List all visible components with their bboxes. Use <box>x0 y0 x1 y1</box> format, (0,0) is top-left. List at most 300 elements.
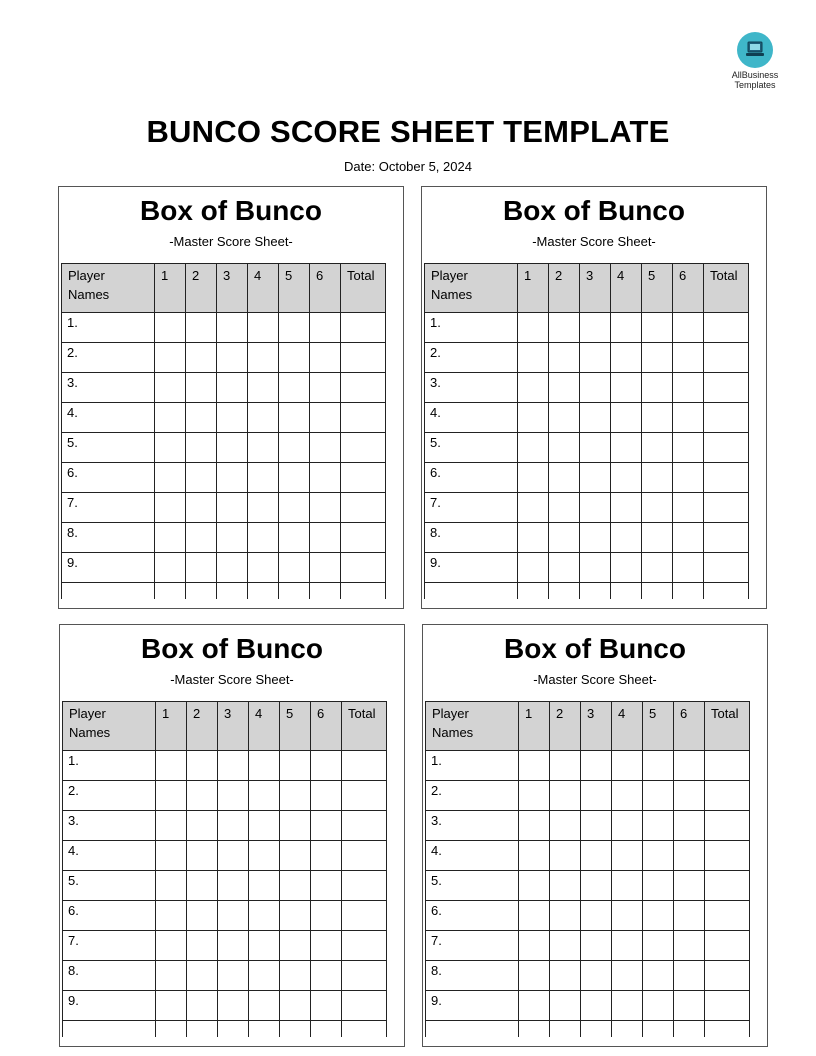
score-cell[interactable] <box>550 991 581 1021</box>
score-cell[interactable] <box>518 583 549 599</box>
score-cell[interactable] <box>249 961 280 991</box>
score-cell[interactable] <box>187 751 218 781</box>
score-cell[interactable] <box>519 961 550 991</box>
total-cell[interactable] <box>704 373 749 403</box>
score-cell[interactable] <box>518 403 549 433</box>
score-cell[interactable] <box>249 901 280 931</box>
score-cell[interactable] <box>217 343 248 373</box>
score-cell[interactable] <box>155 433 186 463</box>
score-cell[interactable] <box>280 811 311 841</box>
score-cell[interactable] <box>341 583 386 599</box>
score-cell[interactable] <box>673 493 704 523</box>
score-cell[interactable] <box>186 493 217 523</box>
score-cell[interactable] <box>519 781 550 811</box>
score-cell[interactable] <box>518 313 549 343</box>
score-cell[interactable] <box>156 931 187 961</box>
score-cell[interactable] <box>187 811 218 841</box>
score-cell[interactable] <box>518 523 549 553</box>
player-name-cell[interactable]: 9. <box>62 553 155 583</box>
score-cell[interactable] <box>186 313 217 343</box>
score-cell[interactable] <box>187 901 218 931</box>
score-cell[interactable] <box>156 871 187 901</box>
total-cell[interactable] <box>705 781 750 811</box>
player-name-cell[interactable]: 6. <box>63 901 156 931</box>
player-name-cell[interactable]: 7. <box>426 931 519 961</box>
score-cell[interactable] <box>580 343 611 373</box>
total-cell[interactable] <box>341 553 386 583</box>
score-cell[interactable] <box>519 991 550 1021</box>
score-cell[interactable] <box>155 343 186 373</box>
player-name-cell[interactable]: 3. <box>62 373 155 403</box>
score-cell[interactable] <box>218 871 249 901</box>
score-cell[interactable] <box>550 841 581 871</box>
player-name-cell[interactable]: 4. <box>62 403 155 433</box>
score-cell[interactable] <box>248 463 279 493</box>
score-cell[interactable] <box>673 403 704 433</box>
score-cell[interactable] <box>311 841 342 871</box>
total-cell[interactable] <box>341 313 386 343</box>
score-cell[interactable] <box>249 841 280 871</box>
score-cell[interactable] <box>611 493 642 523</box>
total-cell[interactable] <box>704 313 749 343</box>
total-cell[interactable] <box>342 811 387 841</box>
score-cell[interactable] <box>249 1021 280 1037</box>
score-cell[interactable] <box>580 493 611 523</box>
score-cell[interactable] <box>311 751 342 781</box>
score-cell[interactable] <box>186 553 217 583</box>
score-cell[interactable] <box>673 373 704 403</box>
score-cell[interactable] <box>248 343 279 373</box>
score-cell[interactable] <box>187 961 218 991</box>
score-cell[interactable] <box>642 343 673 373</box>
score-cell[interactable] <box>310 343 341 373</box>
score-cell[interactable] <box>311 931 342 961</box>
total-cell[interactable] <box>341 343 386 373</box>
score-cell[interactable] <box>550 901 581 931</box>
player-name-cell[interactable]: 5. <box>63 871 156 901</box>
score-cell[interactable] <box>186 463 217 493</box>
score-cell[interactable] <box>218 811 249 841</box>
total-cell[interactable] <box>704 463 749 493</box>
player-name-cell[interactable]: 9. <box>63 991 156 1021</box>
total-cell[interactable] <box>342 901 387 931</box>
score-cell[interactable] <box>310 403 341 433</box>
score-cell[interactable] <box>550 751 581 781</box>
score-cell[interactable] <box>155 553 186 583</box>
total-cell[interactable] <box>705 961 750 991</box>
total-cell[interactable] <box>704 493 749 523</box>
score-cell[interactable] <box>310 493 341 523</box>
player-name-cell[interactable]: 9. <box>426 991 519 1021</box>
score-cell[interactable] <box>612 961 643 991</box>
score-cell[interactable] <box>643 901 674 931</box>
total-cell[interactable] <box>704 523 749 553</box>
total-cell[interactable] <box>341 433 386 463</box>
player-name-cell[interactable]: 8. <box>62 523 155 553</box>
total-cell[interactable] <box>342 931 387 961</box>
score-cell[interactable] <box>519 871 550 901</box>
score-cell[interactable] <box>674 871 705 901</box>
score-cell[interactable] <box>581 901 612 931</box>
player-name-cell[interactable]: 1. <box>62 313 155 343</box>
score-cell[interactable] <box>550 1021 581 1037</box>
score-cell[interactable] <box>218 901 249 931</box>
score-cell[interactable] <box>279 313 310 343</box>
score-cell[interactable] <box>248 403 279 433</box>
score-cell[interactable] <box>549 313 580 343</box>
score-cell[interactable] <box>581 751 612 781</box>
total-cell[interactable] <box>705 841 750 871</box>
score-cell[interactable] <box>187 931 218 961</box>
score-cell[interactable] <box>580 313 611 343</box>
score-cell[interactable] <box>612 901 643 931</box>
score-cell[interactable] <box>280 871 311 901</box>
score-cell[interactable] <box>580 553 611 583</box>
score-cell[interactable] <box>549 493 580 523</box>
score-cell[interactable] <box>249 931 280 961</box>
score-cell[interactable] <box>156 1021 187 1037</box>
score-cell[interactable] <box>249 751 280 781</box>
score-cell[interactable] <box>580 583 611 599</box>
score-cell[interactable] <box>217 403 248 433</box>
score-cell[interactable] <box>674 811 705 841</box>
score-cell[interactable] <box>280 931 311 961</box>
score-cell[interactable] <box>643 991 674 1021</box>
score-cell[interactable] <box>249 871 280 901</box>
score-cell[interactable] <box>310 463 341 493</box>
score-cell[interactable] <box>280 1021 311 1037</box>
score-cell[interactable] <box>310 523 341 553</box>
total-cell[interactable] <box>341 493 386 523</box>
score-cell[interactable] <box>187 841 218 871</box>
player-name-cell[interactable]: 4. <box>63 841 156 871</box>
score-cell[interactable] <box>674 931 705 961</box>
score-cell[interactable] <box>549 373 580 403</box>
score-cell[interactable] <box>612 931 643 961</box>
score-cell[interactable] <box>674 1021 705 1037</box>
score-cell[interactable] <box>187 991 218 1021</box>
total-cell[interactable] <box>342 961 387 991</box>
score-cell[interactable] <box>155 313 186 343</box>
total-cell[interactable] <box>342 841 387 871</box>
score-cell[interactable] <box>519 811 550 841</box>
score-cell[interactable] <box>310 583 341 599</box>
total-cell[interactable] <box>704 433 749 463</box>
score-cell[interactable] <box>218 961 249 991</box>
score-cell[interactable] <box>518 343 549 373</box>
score-cell[interactable] <box>642 313 673 343</box>
score-cell[interactable] <box>248 373 279 403</box>
score-cell[interactable] <box>549 583 580 599</box>
score-cell[interactable] <box>156 841 187 871</box>
total-cell[interactable] <box>341 463 386 493</box>
score-cell[interactable] <box>642 493 673 523</box>
score-cell[interactable] <box>155 463 186 493</box>
player-name-cell[interactable]: 7. <box>425 493 518 523</box>
score-cell[interactable] <box>549 463 580 493</box>
score-cell[interactable] <box>310 313 341 343</box>
score-cell[interactable] <box>155 403 186 433</box>
total-cell[interactable] <box>704 553 749 583</box>
score-cell[interactable] <box>311 871 342 901</box>
score-cell[interactable] <box>705 1021 750 1037</box>
score-cell[interactable] <box>611 553 642 583</box>
score-cell[interactable] <box>519 931 550 961</box>
score-cell[interactable] <box>187 1021 218 1037</box>
score-cell[interactable] <box>580 373 611 403</box>
score-cell[interactable] <box>642 523 673 553</box>
score-cell[interactable] <box>311 781 342 811</box>
score-cell[interactable] <box>249 991 280 1021</box>
player-name-cell[interactable]: 2. <box>63 781 156 811</box>
score-cell[interactable] <box>248 583 279 599</box>
score-cell[interactable] <box>673 523 704 553</box>
score-cell[interactable] <box>674 841 705 871</box>
score-cell[interactable] <box>155 373 186 403</box>
score-cell[interactable] <box>311 811 342 841</box>
score-cell[interactable] <box>186 433 217 463</box>
score-cell[interactable] <box>156 811 187 841</box>
score-cell[interactable] <box>279 523 310 553</box>
score-cell[interactable] <box>611 403 642 433</box>
score-cell[interactable] <box>580 523 611 553</box>
total-cell[interactable] <box>342 751 387 781</box>
score-cell[interactable] <box>248 433 279 463</box>
score-cell[interactable] <box>550 961 581 991</box>
score-cell[interactable] <box>518 433 549 463</box>
score-cell[interactable] <box>217 583 248 599</box>
score-cell[interactable] <box>155 583 186 599</box>
score-cell[interactable] <box>155 493 186 523</box>
score-cell[interactable] <box>156 781 187 811</box>
player-name-cell[interactable]: 5. <box>426 871 519 901</box>
score-cell[interactable] <box>549 343 580 373</box>
score-cell[interactable] <box>612 811 643 841</box>
score-cell[interactable] <box>643 781 674 811</box>
score-cell[interactable] <box>643 751 674 781</box>
total-cell[interactable] <box>341 523 386 553</box>
score-cell[interactable] <box>280 751 311 781</box>
score-cell[interactable] <box>156 991 187 1021</box>
score-cell[interactable] <box>156 961 187 991</box>
score-cell[interactable] <box>63 1021 156 1037</box>
score-cell[interactable] <box>673 313 704 343</box>
score-cell[interactable] <box>674 991 705 1021</box>
score-cell[interactable] <box>248 523 279 553</box>
score-cell[interactable] <box>279 373 310 403</box>
score-cell[interactable] <box>611 583 642 599</box>
score-cell[interactable] <box>643 811 674 841</box>
score-cell[interactable] <box>518 373 549 403</box>
score-cell[interactable] <box>549 403 580 433</box>
score-cell[interactable] <box>311 991 342 1021</box>
player-name-cell[interactable]: 8. <box>425 523 518 553</box>
score-cell[interactable] <box>342 1021 387 1037</box>
player-name-cell[interactable]: 5. <box>425 433 518 463</box>
player-name-cell[interactable]: 2. <box>62 343 155 373</box>
score-cell[interactable] <box>279 553 310 583</box>
score-cell[interactable] <box>310 553 341 583</box>
score-cell[interactable] <box>279 493 310 523</box>
score-cell[interactable] <box>611 313 642 343</box>
score-cell[interactable] <box>186 523 217 553</box>
score-cell[interactable] <box>186 373 217 403</box>
player-name-cell[interactable]: 2. <box>426 781 519 811</box>
score-cell[interactable] <box>581 781 612 811</box>
score-cell[interactable] <box>612 751 643 781</box>
score-cell[interactable] <box>280 841 311 871</box>
player-name-cell[interactable]: 3. <box>63 811 156 841</box>
score-cell[interactable] <box>674 901 705 931</box>
score-cell[interactable] <box>425 583 518 599</box>
player-name-cell[interactable]: 4. <box>425 403 518 433</box>
score-cell[interactable] <box>186 403 217 433</box>
score-cell[interactable] <box>611 463 642 493</box>
score-cell[interactable] <box>612 871 643 901</box>
score-cell[interactable] <box>643 931 674 961</box>
total-cell[interactable] <box>341 403 386 433</box>
player-name-cell[interactable]: 2. <box>425 343 518 373</box>
score-cell[interactable] <box>279 583 310 599</box>
player-name-cell[interactable]: 7. <box>62 493 155 523</box>
score-cell[interactable] <box>673 583 704 599</box>
score-cell[interactable] <box>217 523 248 553</box>
score-cell[interactable] <box>581 1021 612 1037</box>
total-cell[interactable] <box>705 811 750 841</box>
score-cell[interactable] <box>310 373 341 403</box>
player-name-cell[interactable]: 1. <box>63 751 156 781</box>
total-cell[interactable] <box>705 871 750 901</box>
score-cell[interactable] <box>581 961 612 991</box>
score-cell[interactable] <box>580 463 611 493</box>
score-cell[interactable] <box>549 433 580 463</box>
score-cell[interactable] <box>550 931 581 961</box>
score-cell[interactable] <box>248 553 279 583</box>
score-cell[interactable] <box>218 991 249 1021</box>
score-cell[interactable] <box>674 751 705 781</box>
score-cell[interactable] <box>279 463 310 493</box>
score-cell[interactable] <box>218 781 249 811</box>
score-cell[interactable] <box>519 751 550 781</box>
score-cell[interactable] <box>611 433 642 463</box>
score-cell[interactable] <box>217 433 248 463</box>
score-cell[interactable] <box>580 433 611 463</box>
score-cell[interactable] <box>674 781 705 811</box>
score-cell[interactable] <box>673 433 704 463</box>
score-cell[interactable] <box>519 901 550 931</box>
total-cell[interactable] <box>705 901 750 931</box>
score-cell[interactable] <box>218 751 249 781</box>
score-cell[interactable] <box>549 553 580 583</box>
score-cell[interactable] <box>518 463 549 493</box>
score-cell[interactable] <box>279 433 310 463</box>
player-name-cell[interactable]: 6. <box>62 463 155 493</box>
score-cell[interactable] <box>611 523 642 553</box>
score-cell[interactable] <box>186 343 217 373</box>
player-name-cell[interactable]: 5. <box>62 433 155 463</box>
total-cell[interactable] <box>705 931 750 961</box>
player-name-cell[interactable]: 6. <box>426 901 519 931</box>
score-cell[interactable] <box>519 1021 550 1037</box>
score-cell[interactable] <box>643 961 674 991</box>
player-name-cell[interactable]: 7. <box>63 931 156 961</box>
score-cell[interactable] <box>280 901 311 931</box>
player-name-cell[interactable]: 8. <box>426 961 519 991</box>
score-cell[interactable] <box>218 1021 249 1037</box>
score-cell[interactable] <box>311 961 342 991</box>
score-cell[interactable] <box>62 583 155 599</box>
score-cell[interactable] <box>611 343 642 373</box>
total-cell[interactable] <box>705 751 750 781</box>
score-cell[interactable] <box>426 1021 519 1037</box>
score-cell[interactable] <box>581 991 612 1021</box>
score-cell[interactable] <box>280 991 311 1021</box>
player-name-cell[interactable]: 3. <box>426 811 519 841</box>
score-cell[interactable] <box>217 493 248 523</box>
player-name-cell[interactable]: 1. <box>425 313 518 343</box>
total-cell[interactable] <box>342 871 387 901</box>
score-cell[interactable] <box>518 493 549 523</box>
total-cell[interactable] <box>342 781 387 811</box>
score-cell[interactable] <box>643 1021 674 1037</box>
score-cell[interactable] <box>155 523 186 553</box>
score-cell[interactable] <box>217 313 248 343</box>
score-cell[interactable] <box>642 463 673 493</box>
score-cell[interactable] <box>612 841 643 871</box>
player-name-cell[interactable]: 1. <box>426 751 519 781</box>
score-cell[interactable] <box>249 781 280 811</box>
score-cell[interactable] <box>581 871 612 901</box>
score-cell[interactable] <box>280 781 311 811</box>
score-cell[interactable] <box>187 781 218 811</box>
score-cell[interactable] <box>704 583 749 599</box>
player-name-cell[interactable]: 9. <box>425 553 518 583</box>
score-cell[interactable] <box>156 751 187 781</box>
total-cell[interactable] <box>705 991 750 1021</box>
score-cell[interactable] <box>518 553 549 583</box>
score-cell[interactable] <box>612 781 643 811</box>
score-cell[interactable] <box>187 871 218 901</box>
score-cell[interactable] <box>673 343 704 373</box>
score-cell[interactable] <box>611 373 642 403</box>
score-cell[interactable] <box>673 553 704 583</box>
score-cell[interactable] <box>581 811 612 841</box>
score-cell[interactable] <box>280 961 311 991</box>
score-cell[interactable] <box>549 523 580 553</box>
score-cell[interactable] <box>642 373 673 403</box>
score-cell[interactable] <box>310 433 341 463</box>
total-cell[interactable] <box>342 991 387 1021</box>
score-cell[interactable] <box>186 583 217 599</box>
score-cell[interactable] <box>673 463 704 493</box>
score-cell[interactable] <box>311 901 342 931</box>
score-cell[interactable] <box>279 343 310 373</box>
score-cell[interactable] <box>156 901 187 931</box>
score-cell[interactable] <box>581 931 612 961</box>
score-cell[interactable] <box>642 583 673 599</box>
score-cell[interactable] <box>643 841 674 871</box>
score-cell[interactable] <box>550 781 581 811</box>
total-cell[interactable] <box>704 343 749 373</box>
score-cell[interactable] <box>612 991 643 1021</box>
score-cell[interactable] <box>612 1021 643 1037</box>
score-cell[interactable] <box>581 841 612 871</box>
score-cell[interactable] <box>311 1021 342 1037</box>
score-cell[interactable] <box>519 841 550 871</box>
score-cell[interactable] <box>248 493 279 523</box>
player-name-cell[interactable]: 4. <box>426 841 519 871</box>
score-cell[interactable] <box>248 313 279 343</box>
